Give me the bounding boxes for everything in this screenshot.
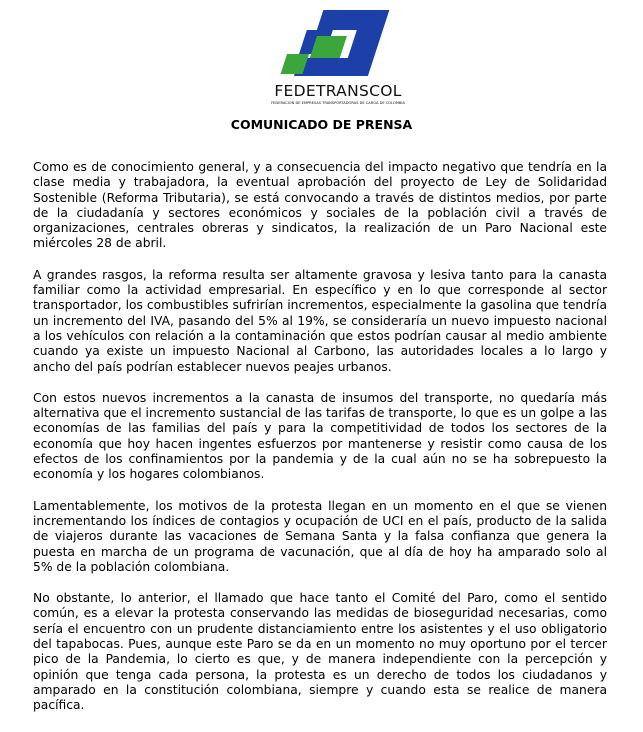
logo-blue-top-bar [317, 10, 389, 30]
fedetranscol-logo-icon [280, 8, 396, 80]
page-title: COMUNICADO DE PRENSA [230, 117, 413, 132]
logo-name: FEDETRANSCOL [274, 82, 402, 100]
paragraph-2: A grandes rasgos, la reforma resulta ser altamente gravosa y lesiva tanto para la canasta familiar como la actividad empresarial. En específico y en lo que corresponde al sector transportador, los combustibles sufrirían incrementos, especialmente la gasolina que tendría un incremento del IVA, pasando del 5% al 19%, se consideraría un nuevo impuesto nacional a los vehículos con relación a la contaminación que estos podrían causar al medio ambiente cuando ya existe un impuesto Nacional al Carbono, las autoridades locales a lo largo y ancho del país podrían establecer nuevos peajes urbanos. [33, 267, 607, 374]
paragraph-4: Lamentablemente, los motivos de la protesta llegan en un momento en el que se vienen incrementando los índices de contagios y ocupación de UCI en el país, producto de la salida de viajeros durante las vacaciones de Semana Santa y la falsa confianza que genera la puesta en marcha de un programa de vacunación, que al día de hoy ha amparado solo al 5% de la población colombiana. [33, 498, 607, 574]
fedetranscol-logo [258, 8, 418, 108]
logo-subtext: FEDERACIÓN DE EMPRESAS TRANSPORTADORAS DE CARGA DE COLOMBIA [271, 101, 405, 105]
paragraph-3: Con estos nuevos incrementos a la canasta de insumos del transporte, no quedaría más alternativa que el incremento sustancial de las tarifas de transporte, lo que es un golpe a las economías de las familias del país y para la competitividad de todos los sectores de la economía que hoy hacen ingentes esfuerzos por mantenerse y resistir como causa de los efectos de los confinamientos por la pandemia y de la cual aún no se ha sobrepuesto la economía y los hogares colombianos. [33, 390, 607, 482]
paragraph-1: Como es de conocimiento general, y a consecuencia del impacto negativo que tendría en la clase media y trabajadora, la eventual aprobación del proyecto de Ley de Solidaridad Sostenible (Reforma Tributaria), se está convocando a través de distintos medios, por parte de la ciudadanía y sectores económicos y sociales de la población civil a través de organizaciones, centrales obreras y sindicatos, la realización de un Paro Nacional este miércoles 28 de abril. [33, 160, 607, 251]
paragraph-5: No obstante, lo anterior, el llamado que hace tanto el Comité del Paro, como el sentido común, es a elevar la protesta conservando las medidas de bioseguridad necesarias, como sería el encuentro con un prudente distanciamiento entre los asistentes y el uso obligatorio del tapabocas. Pues, aunque este Paro se da en un momento no muy oportuno por el tercer pico de la Pandemia, lo cierto es que, y de manera independiente con la percepción y opinión que tenga cada persona, la protesta es un derecho de todos los ciudadanos y amparado en la constitución colombiana, siempre y cuando esta se realice de manera pacífica. [33, 591, 607, 713]
press-release-body [33, 160, 607, 730]
logo-blue-right-bar [348, 30, 383, 58]
